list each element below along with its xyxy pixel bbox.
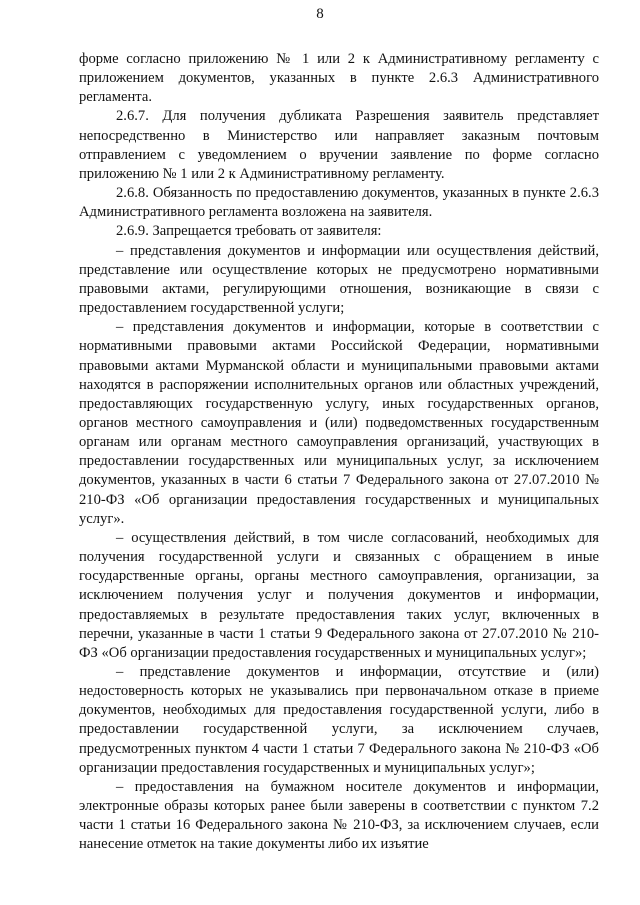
document-body [79, 50, 599, 855]
list-item-4: – представление документов и информации, отсутствие и (или) недостоверность которых не указывались при первоначальном отказе в приеме документов, необходимых для предоставления государственной услуги, либо в предоставлении государственной услуги, за исключением случаев, предусмотренных пунктом 4 части 1 статьи 7 Федерального закона № 210-ФЗ «Об организации предоставления государственных и муниципальных услуг»; [79, 664, 599, 776]
page-number: 8 [316, 6, 324, 22]
list-item-1: – представления документов и информации или осуществления действий, представление или осуществление которых не предусмотрено нормативными правовыми актами, регулирующими отношения, возникающие в связи с предоставлением государственной услуги; [79, 242, 599, 317]
list-item-5: – предоставления на бумажном носителе документов и информации, электронные образы которых ранее были заверены в соответствии с пунктом 7.2 части 1 статьи 16 Федерального закона № 210-ФЗ, за исключением случаев, если нанесение отметок на такие документы либо их изъятие [79, 778, 599, 853]
list-item-2: – представления документов и информации, которые в соответствии с нормативными правовыми актами Российской Федерации, нормативными правовыми актами Мурманской области и муниципальными правовыми актами находятся в распоряжении исполнительных органов или областных учреждений, предоставляющих государственную услугу, иных государственных органов, органов местного самоуправления и (или) подведомственных государственным органам или органам местного самоуправления организаций, участвующих в предоставлении государственных или муниципальных услуг, за исключением документов, указанных в части 6 статьи 7 Федерального закона от 27.07.2010 № 210-ФЗ «Об организации предоставления государственных и муниципальных услуг». [79, 319, 599, 527]
list-item-3: – осуществления действий, в том числе согласований, необходимых для получения государственной услуги и связанных с обращением в иные государственные органы, органы местного самоуправления, организации, за исключением получения услуг и получения документов и информации, предоставляемых в результате предоставления таких услуг, включенных в перечни, указанные в части 1 статьи 9 Федерального закона от 27.07.2010 № 210-ФЗ «Об организации предоставления государственных и муниципальных услуг»; [79, 529, 599, 661]
paragraph-2-6-9: 2.6.9. Запрещается требовать от заявителя: [116, 223, 382, 240]
paragraph-continuation: форме согласно приложению № 1 или 2 к Административному регламенту с приложением документов, указанных в пункте 2.6.3 Административного регламента. [79, 51, 599, 106]
paragraph-2-6-7: 2.6.7. Для получения дубликата Разрешения заявитель представляет непосредственно в Министерство или направляет заказным почтовым отправлением с уведомлением о вручении заявление по форме согласно приложению № 1 или 2 к Административному регламенту. [79, 108, 599, 182]
paragraph-2-6-8: 2.6.8. Обязанность по предоставлению документов, указанных в пункте 2.6.3 Административного регламента возложена на заявителя. [79, 185, 599, 221]
